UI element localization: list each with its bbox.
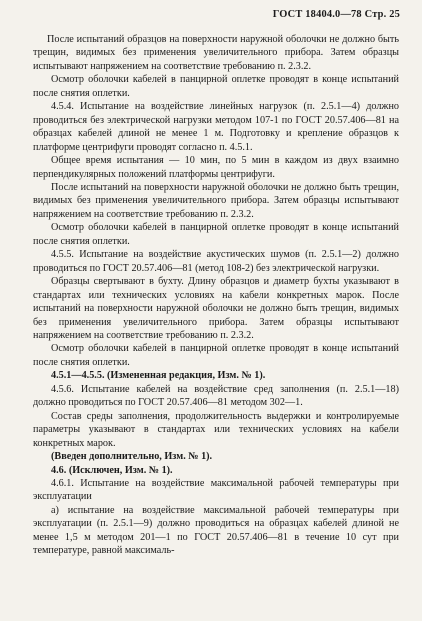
paragraph: 4.6.1. Испытание на воздействие максимальной рабочей температуры при эксплуатации xyxy=(33,477,399,503)
amendment-note: (Введен дополнительно, Изм. № 1). xyxy=(51,451,213,463)
paragraph: 4.5.5. Испытание на воздействие акустических шумов (п. 2.5.1—2) должно проводиться по ГОСТ 20.57.406—81 (метод 108-2) без электрической нагрузки. xyxy=(33,249,399,274)
paragraph: Состав среды заполнения, продолжительность выдержки и контролируемые параметры указывают в стандартах или технических условиях на кабели конкретных марок. xyxy=(33,410,399,449)
amendment-note: 4.5.1—4.5.5. (Измененная редакция, Изм. № 1). xyxy=(51,370,266,382)
page-body xyxy=(33,33,399,558)
page-header: ГОСТ 18404.0—78 Стр. 25 xyxy=(272,9,400,20)
paragraph: 4.5.6. Испытание кабелей на воздействие сред заполнения (п. 2.5.1—18) должно проводиться по ГОСТ 20.57.406—81 методом 302—1. xyxy=(33,383,399,409)
paragraph: а) испытание на воздействие максимальной рабочей температуры при эксплуатации (п. 2.5.1—9) должно проводиться на образцах кабелей длиной не менее 1,5 м методом 201—1 по ГОСТ 20.57.406—81 в течение 10 сут при температуре, равной максималь- xyxy=(33,504,399,557)
paragraph: Осмотр оболочки кабелей в панцирной оплетке проводят в конце испытаний после снятия оплетки. xyxy=(33,343,399,368)
paragraph: 4.5.4. Испытание на воздействие линейных нагрузок (п. 2.5.1—4) должно проводиться без электрической нагрузки методом 107-1 по ГОСТ 20.57.406—81 на образцах кабелей длиной не менее 1 м. Подготовку и крепление образцов к платформе центрифуги проводят согласно п. 4.5.1. xyxy=(33,101,399,153)
paragraph: После испытаний на поверхности наружной оболочки не должно быть трещин, видимых без применения увеличительного прибора. Затем образцы испытывают напряжением на соответствие требованию п. 2.3.2. xyxy=(33,181,399,220)
paragraph: Осмотр оболочки кабелей в панцирной оплетке проводят в конце испытаний после снятия оплетки. xyxy=(33,222,399,247)
paragraph: Образцы свертывают в бухту. Длину образцов и диаметр бухты указывают в стандартах или технических условиях на кабели конкретных марок. После испытаний на поверхности наружной оболочки не должно быть трещин, видимых без применения увеличительного прибора. Затем образцы испытывают напряжением на соответствие требованию п. 2.3.2. xyxy=(33,276,399,341)
amendment-note: 4.6. (Исключен, Изм. № 1). xyxy=(51,464,173,476)
paragraph: После испытаний образцов на поверхности наружной оболочки не должно быть трещин, видимых без применения увеличительного прибора. Затем образцы испытывают напряжением на соответствие требованию п. 2.3.2. xyxy=(33,34,399,72)
paragraph: Общее время испытания — 10 мин, по 5 мин в каждом из двух взаимно перпендикулярных положений платформы центрифуги. xyxy=(33,155,399,180)
paragraph: Осмотр оболочки кабелей в панцирной оплетке проводят в конце испытаний после снятия оплетки. xyxy=(33,74,399,99)
